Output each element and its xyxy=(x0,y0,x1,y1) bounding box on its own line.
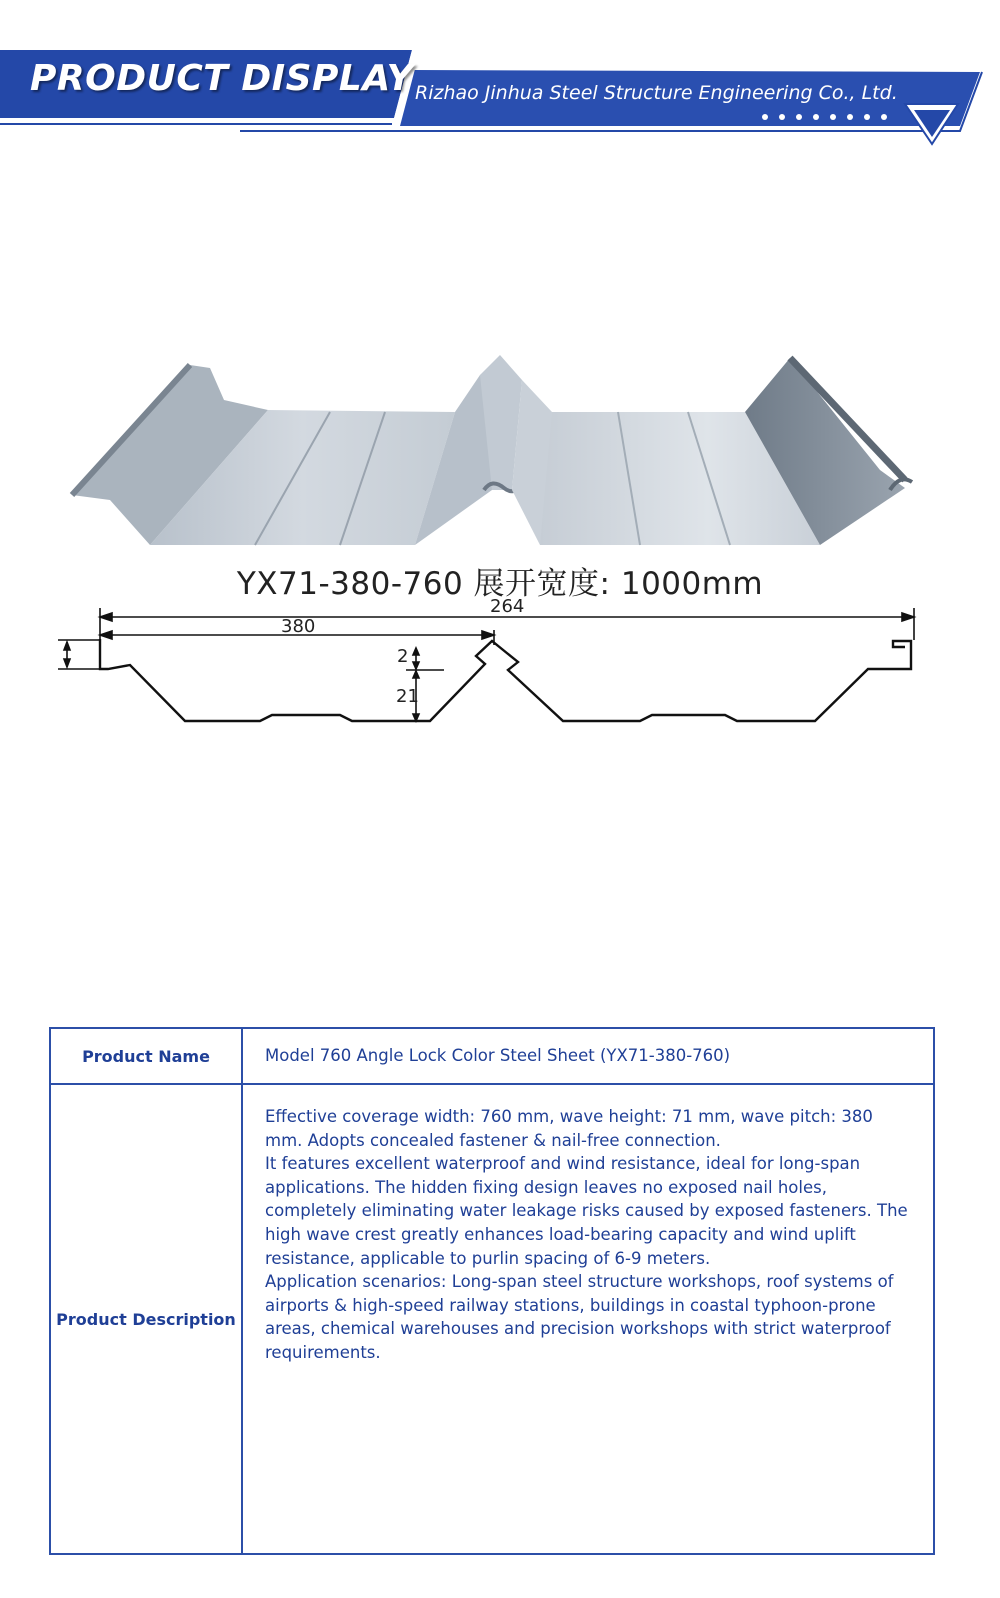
profile-drawing xyxy=(0,340,1000,800)
product-name-label: Product Name xyxy=(51,1029,243,1083)
header-banner xyxy=(0,0,1000,160)
description-paragraph: Effective coverage width: 760 mm, wave height: 71 mm, wave pitch: 380 mm. Adopts concealed fastener & nail-free connection. xyxy=(265,1107,873,1150)
spec-table xyxy=(49,1027,935,1555)
company-name: Rizhao Jinhua Steel Structure Engineering Co., Ltd. xyxy=(415,82,898,104)
table-row xyxy=(51,1085,933,1553)
dim-overall: 264 xyxy=(490,596,525,617)
description-paragraph: It features excellent waterproof and wind resistance, ideal for long-span applications. The hidden fixing design leaves no exposed nail holes, completely eliminating water leakage risks caused by exposed fasteners. The high wave crest greatly enhances load-bearing capacity and wind uplift resistance, applicable to purlin spacing of 6-9 meters. xyxy=(265,1154,908,1268)
dim-pitch: 380 xyxy=(281,616,316,637)
dim-lock-height: 2 xyxy=(397,646,409,667)
table-row xyxy=(51,1029,933,1085)
dim-rib-height: 21 xyxy=(396,686,419,707)
model-caption: YX71-380-760 展开宽度: 1000mm xyxy=(236,566,764,602)
product-figure xyxy=(0,340,1000,800)
description-paragraph: Application scenarios: Long-span steel structure workshops, roof systems of airports & high-speed railway stations, buildings in coastal typhoon-prone areas, chemical warehouses and precision workshops with strict waterproof requirements. xyxy=(265,1272,894,1362)
product-name-value: Model 760 Angle Lock Color Steel Sheet (YX71-380-760) xyxy=(265,1046,731,1066)
product-description-value xyxy=(243,1085,933,1553)
page-title: PRODUCT DISPLAY xyxy=(30,58,414,99)
product-description-label: Product Description xyxy=(51,1085,243,1553)
